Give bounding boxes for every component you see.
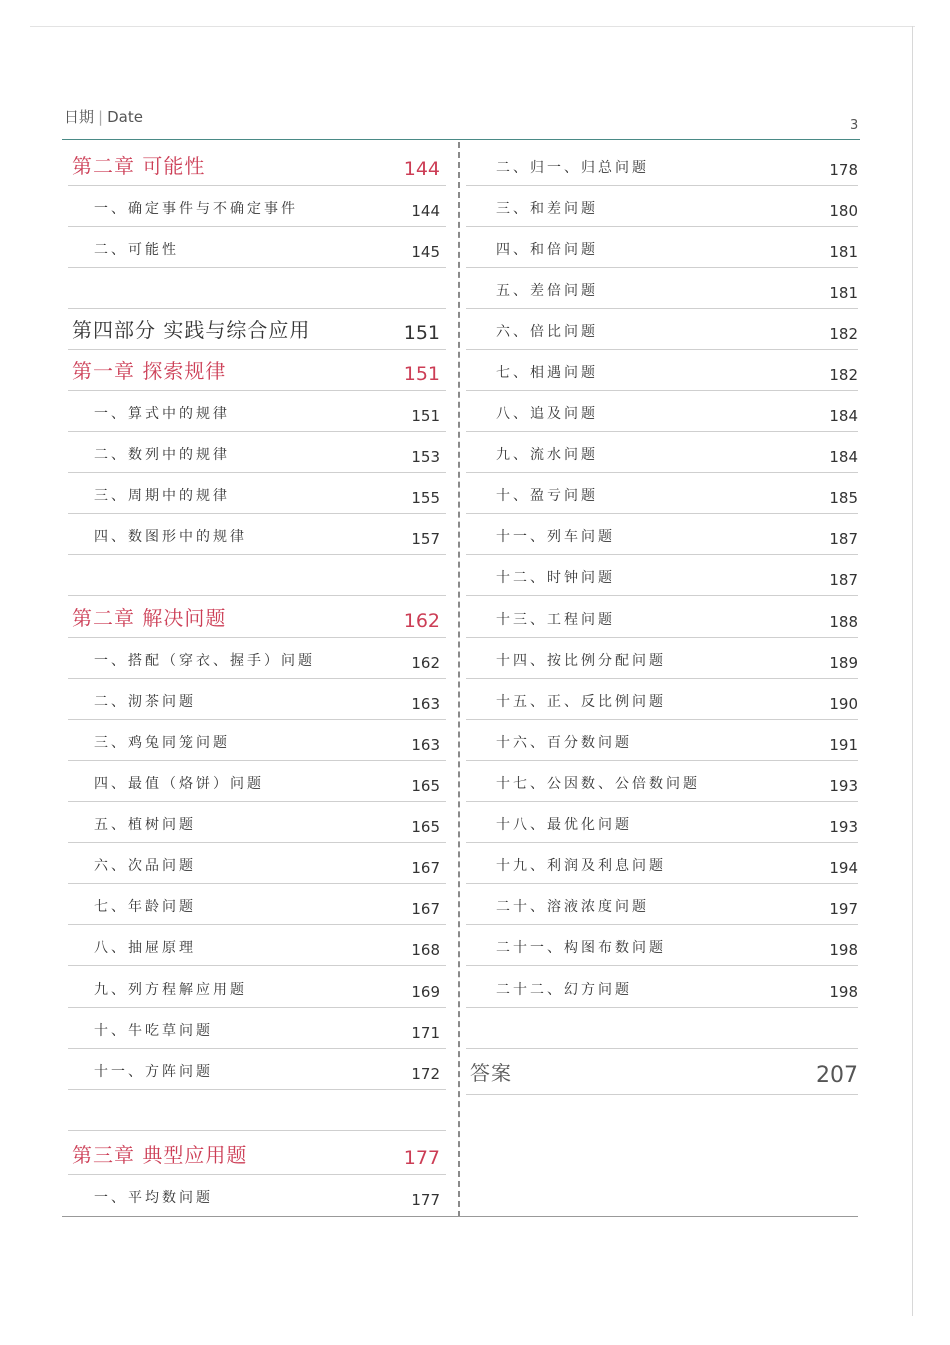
toc-entry[interactable] <box>466 554 858 596</box>
part-title: 第四部分 实践与综合应用 <box>72 318 311 342</box>
entry-title: 十七、公因数、公倍数问题 <box>496 776 700 792</box>
page-number: 3 <box>850 118 859 133</box>
entry-title: 二、归一、归总问题 <box>496 160 649 176</box>
toc-entry[interactable] <box>68 431 446 473</box>
entry-title: 十五、正、反比例问题 <box>496 694 666 710</box>
toc-entry[interactable] <box>466 431 858 473</box>
entry-title: 一、确定事件与不确定事件 <box>94 201 298 217</box>
entry-page: 169 <box>411 983 440 1001</box>
entry-title: 十三、工程问题 <box>496 612 615 628</box>
entry-page: 191 <box>829 736 858 754</box>
toc-entry[interactable] <box>68 1007 446 1049</box>
page-edge-right <box>912 26 913 1316</box>
entry-title: 十九、利润及利息问题 <box>496 858 666 874</box>
toc-entry[interactable] <box>466 226 858 268</box>
toc-entry[interactable] <box>68 924 446 966</box>
chapter-title: 第二章 解决问题 <box>72 606 227 630</box>
toc-blank-row <box>466 1007 858 1049</box>
chapter-page: 162 <box>403 610 440 632</box>
entry-title: 一、搭配（穿衣、握手）问题 <box>94 653 315 669</box>
entry-page: 194 <box>829 859 858 877</box>
toc-entry[interactable] <box>68 185 446 227</box>
entry-page: 182 <box>829 325 858 343</box>
toc-entry[interactable] <box>466 267 858 309</box>
toc-entry[interactable] <box>466 883 858 925</box>
entry-title: 十、盈亏问题 <box>496 488 598 504</box>
toc-chapter-rules[interactable] <box>68 349 446 391</box>
entry-title: 三、鸡兔同笼问题 <box>94 735 230 751</box>
toc-entry[interactable] <box>466 678 858 720</box>
entry-title: 一、算式中的规律 <box>94 406 230 422</box>
entry-title: 五、植树问题 <box>94 817 196 833</box>
entry-page: 182 <box>829 366 858 384</box>
entry-title: 九、列方程解应用题 <box>94 982 247 998</box>
entry-page: 155 <box>411 489 440 507</box>
entry-page: 151 <box>411 407 440 425</box>
entry-title: 六、倍比问题 <box>496 324 598 340</box>
toc-blank-row <box>68 1089 446 1131</box>
toc-entry[interactable] <box>466 719 858 761</box>
entry-title: 三、周期中的规律 <box>94 488 230 504</box>
chapter-page: 144 <box>403 158 440 180</box>
entry-page: 157 <box>411 530 440 548</box>
toc-entry[interactable] <box>68 719 446 761</box>
toc-entry[interactable] <box>68 637 446 679</box>
entry-page: 187 <box>829 530 858 548</box>
entry-title: 二、数列中的规律 <box>94 447 230 463</box>
chapter-page: 151 <box>403 363 440 385</box>
entry-title: 七、相遇问题 <box>496 365 598 381</box>
toc-entry[interactable] <box>68 760 446 802</box>
entry-page: 198 <box>829 983 858 1001</box>
entry-page: 193 <box>829 818 858 836</box>
column-divider <box>458 142 460 1217</box>
entry-title: 二十一、构图布数问题 <box>496 940 666 956</box>
entry-title: 四、数图形中的规律 <box>94 529 247 545</box>
toc-entry[interactable] <box>68 1048 446 1090</box>
toc-entry[interactable] <box>466 349 858 391</box>
entry-title: 二、可能性 <box>94 242 179 258</box>
toc-chapter-typical[interactable] <box>68 1133 446 1175</box>
entry-page: 184 <box>829 407 858 425</box>
entry-page: 168 <box>411 941 440 959</box>
entry-title: 三、和差问题 <box>496 201 598 217</box>
entry-title: 十、牛吃草问题 <box>94 1023 213 1039</box>
toc-entry[interactable] <box>466 924 858 966</box>
entry-page: 181 <box>829 284 858 302</box>
toc-part-four[interactable] <box>68 308 446 350</box>
toc-entry[interactable] <box>466 513 858 555</box>
toc-blank-row <box>68 267 446 309</box>
entry-page: 144 <box>411 202 440 220</box>
toc-entry[interactable] <box>466 801 858 843</box>
entry-page: 178 <box>829 161 858 179</box>
toc-entry[interactable] <box>466 966 858 1008</box>
toc-entry[interactable] <box>68 1174 446 1215</box>
entry-page: 167 <box>411 859 440 877</box>
footer-rule <box>62 1216 858 1217</box>
toc-entry[interactable] <box>466 472 858 514</box>
toc-chapter-solve[interactable] <box>68 596 446 638</box>
answers-page: 207 <box>816 1063 858 1088</box>
entry-page: 189 <box>829 654 858 672</box>
entry-page: 181 <box>829 243 858 261</box>
entry-title: 四、最值（烙饼）问题 <box>94 776 264 792</box>
entry-page: 172 <box>411 1065 440 1083</box>
date-label-cn: 日期 <box>64 108 95 126</box>
date-header <box>64 106 143 127</box>
entry-title: 五、差倍问题 <box>496 283 598 299</box>
entry-page: 185 <box>829 489 858 507</box>
toc-entry[interactable] <box>68 226 446 268</box>
toc-blank-row <box>68 554 446 596</box>
toc-entry[interactable] <box>466 390 858 432</box>
toc-entry[interactable] <box>68 966 446 1008</box>
date-separator: | <box>98 108 104 126</box>
chapter-title: 第三章 典型应用题 <box>72 1143 248 1167</box>
entry-title: 八、追及问题 <box>496 406 598 422</box>
toc-entry[interactable] <box>68 390 446 432</box>
toc-answers[interactable] <box>466 1053 858 1095</box>
entry-title: 十二、时钟问题 <box>496 570 615 586</box>
entry-page: 163 <box>411 695 440 713</box>
entry-title: 八、抽屉原理 <box>94 940 196 956</box>
chapter-title: 第二章 可能性 <box>72 154 206 178</box>
header-rule <box>62 139 860 140</box>
entry-page: 198 <box>829 941 858 959</box>
toc-entry[interactable] <box>68 801 446 843</box>
page-edge-top <box>30 26 915 27</box>
entry-page: 153 <box>411 448 440 466</box>
entry-title: 十八、最优化问题 <box>496 817 632 833</box>
toc-entry[interactable] <box>466 596 858 638</box>
toc-entry[interactable] <box>68 842 446 884</box>
entry-page: 197 <box>829 900 858 918</box>
entry-page: 165 <box>411 777 440 795</box>
toc-entry[interactable] <box>466 185 858 227</box>
entry-title: 九、流水问题 <box>496 447 598 463</box>
toc-entry[interactable] <box>466 637 858 679</box>
toc-entry[interactable] <box>68 513 446 555</box>
entry-title: 十六、百分数问题 <box>496 735 632 751</box>
entry-page: 167 <box>411 900 440 918</box>
entry-title: 七、年龄问题 <box>94 899 196 915</box>
chapter-title: 第一章 探索规律 <box>72 359 227 383</box>
entry-title: 十一、方阵问题 <box>94 1064 213 1080</box>
entry-title: 二十、溶液浓度问题 <box>496 899 649 915</box>
entry-title: 二十二、幻方问题 <box>496 982 632 998</box>
date-label-en: Date <box>107 108 143 126</box>
entry-title: 一、平均数问题 <box>94 1190 213 1206</box>
toc-chapter-probability[interactable] <box>68 144 446 186</box>
entry-page: 188 <box>829 613 858 631</box>
entry-page: 177 <box>411 1191 440 1209</box>
toc-entry[interactable] <box>466 308 858 350</box>
entry-title: 十一、列车问题 <box>496 529 615 545</box>
entry-page: 165 <box>411 818 440 836</box>
chapter-page: 177 <box>403 1147 440 1169</box>
entry-title: 二、沏茶问题 <box>94 694 196 710</box>
entry-page: 190 <box>829 695 858 713</box>
entry-page: 180 <box>829 202 858 220</box>
toc-entry[interactable] <box>68 883 446 925</box>
part-page: 151 <box>403 322 440 344</box>
toc-entry[interactable] <box>68 678 446 720</box>
toc-entry[interactable] <box>466 842 858 884</box>
toc-entry[interactable] <box>466 760 858 802</box>
entry-page: 171 <box>411 1024 440 1042</box>
toc-entry[interactable] <box>466 144 858 186</box>
entry-title: 四、和倍问题 <box>496 242 598 258</box>
entry-title: 十四、按比例分配问题 <box>496 653 666 669</box>
entry-page: 193 <box>829 777 858 795</box>
entry-page: 187 <box>829 571 858 589</box>
entry-title: 六、次品问题 <box>94 858 196 874</box>
entry-page: 184 <box>829 448 858 466</box>
toc-entry[interactable] <box>68 472 446 514</box>
entry-page: 163 <box>411 736 440 754</box>
entry-page: 162 <box>411 654 440 672</box>
answers-title: 答案 <box>470 1061 512 1085</box>
entry-page: 145 <box>411 243 440 261</box>
